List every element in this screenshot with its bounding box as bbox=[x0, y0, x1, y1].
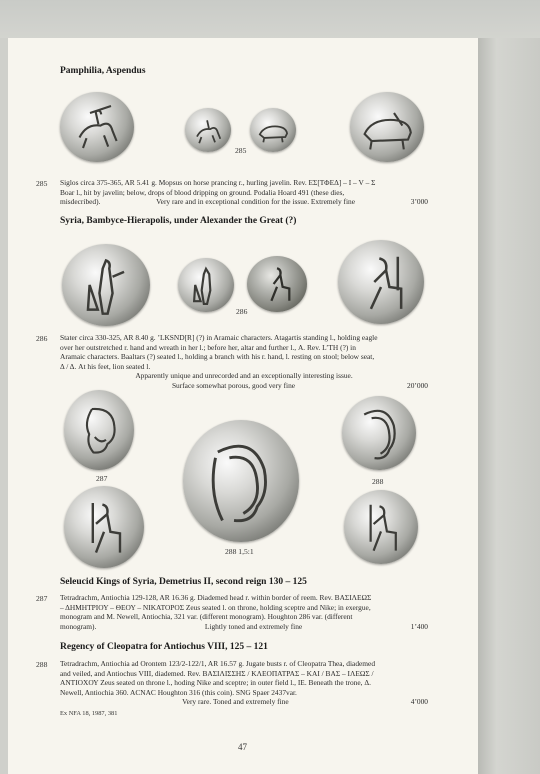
lot-description-285 bbox=[60, 178, 428, 207]
section-heading-bambyce: Syria, Bambyce-Hierapolis, under Alexander the Great (?) bbox=[60, 216, 297, 226]
plate-label-285: 285 bbox=[235, 146, 247, 155]
grade-288: Very rare. Toned and extremely fine bbox=[182, 697, 289, 707]
price-286: 20’000 bbox=[407, 380, 428, 390]
lot-description-286 bbox=[60, 333, 428, 391]
jugate-busts-icon bbox=[342, 396, 416, 470]
coin-286-reverse-enlarged bbox=[338, 240, 424, 324]
coin-286-obverse bbox=[178, 258, 234, 312]
scan-background-right bbox=[478, 38, 540, 774]
description-line: misdecribed). bbox=[60, 197, 101, 207]
plate-label-287: 287 bbox=[96, 474, 108, 483]
seated-figure-icon bbox=[247, 256, 307, 312]
bearded-head-icon bbox=[64, 390, 134, 470]
description-line: ΑΝΤΙΟΧΟΥ Zeus seated on throne l., hoding Nike and sceptre; in outer field l., ΙΕ. Beneath the trone, Δ. bbox=[60, 678, 371, 688]
lot-number-286: 286 bbox=[36, 334, 48, 343]
seated-zeus-icon bbox=[64, 486, 144, 568]
coin-287-obverse bbox=[64, 390, 134, 470]
description-line: Aramaic characters. Baaltars (?) seated l., holding a branch with his r. hand, l. resting on stool; below seat, bbox=[60, 352, 375, 362]
lot-description-288 bbox=[60, 659, 428, 707]
price-287: 1’400 bbox=[410, 621, 428, 631]
coin-285-obverse bbox=[185, 108, 231, 152]
coin-288-reverse bbox=[344, 490, 418, 564]
seated-zeus-icon bbox=[344, 490, 418, 564]
description-line: monogram). bbox=[60, 621, 97, 631]
lot-description-287 bbox=[60, 593, 428, 631]
scan-background-top bbox=[0, 0, 540, 38]
plate-label-288-enlarged: 288 1,5:1 bbox=[225, 547, 254, 556]
lot-number-285: 285 bbox=[36, 179, 48, 188]
coin-286-obverse-enlarged bbox=[62, 244, 150, 326]
coin-287-reverse bbox=[64, 486, 144, 568]
description-line: – ΔΗΜΗΤΡΙΟΥ – ΘΕΟΥ – ΝΙΚΑΤΟΡΟΣ Zeus seated l. on throne, holding sceptre and Nike; in exergue, bbox=[60, 602, 371, 612]
description-line: Siglos circa 375-365, AR 5.41 g. Mopsus on horse prancing r., hurling javelin. Rev. ΕΣ[ΤΦΕΔ] – Ι – V – Σ bbox=[60, 178, 376, 187]
seated-figure-icon bbox=[338, 240, 424, 324]
coin-286-reverse bbox=[247, 256, 307, 312]
coin-288-obverse-enlarged bbox=[183, 420, 299, 542]
description-line: Tetradrachm, Antiochia 129-128, AR 16.36 g. Diademed head r. within border of reem. Rev. ΒΑΣΙΛΕΩΣ bbox=[60, 593, 372, 602]
horseman-icon bbox=[185, 108, 231, 152]
page-number: 47 bbox=[238, 742, 247, 752]
boar-icon bbox=[350, 92, 424, 162]
description-line: monogram and M. Newell, Antiochia, 321 var. (different monogram). Houghton 286 var. (different bbox=[60, 612, 353, 622]
coin-285-reverse-enlarged bbox=[350, 92, 424, 162]
jugate-busts-icon bbox=[183, 420, 299, 542]
section-heading-demetrius: Seleucid Kings of Syria, Demetrius II, second reign 130 – 125 bbox=[60, 577, 307, 587]
description-line: Boar l., hit by javelin; below, drops of blood dripping on ground. Podalia Hoard 491 (these dies, bbox=[60, 187, 345, 197]
section-heading-cleopatra: Regency of Cleopatra for Antiochus VIII, 125 – 121 bbox=[60, 642, 268, 652]
standing-figure-icon bbox=[62, 244, 150, 326]
grade-285: Very rare and in exceptional condition for the issue. Extremely fine bbox=[156, 197, 356, 207]
grade-287: Lightly toned and extremely fine bbox=[204, 621, 303, 631]
standing-figure-icon bbox=[178, 258, 234, 312]
coin-285-reverse bbox=[250, 108, 296, 152]
lot-number-288: 288 bbox=[36, 660, 48, 669]
description-line: Δ / Δ. At his feet, lion seated l. bbox=[60, 361, 151, 371]
plate-label-286: 286 bbox=[236, 307, 248, 316]
price-285: 3’000 bbox=[410, 197, 428, 207]
grade-286: Surface somewhat porous, good very fine bbox=[171, 380, 296, 390]
price-288: 4’000 bbox=[410, 697, 428, 707]
description-line: over her outstretched r. hand and wreath in her l.; before her, altar and further l., Α. Rev. L’TH (?) in bbox=[60, 342, 356, 352]
remark-286: Apparently unique and unrecorded and an exceptionally interesting issue. bbox=[135, 371, 353, 381]
section-heading-pamphilia: Pamphilia, Aspendus bbox=[60, 66, 146, 76]
description-line: Tetradrachm, Antiochia ad Orontem 123/2-122/1, AR 16.57 g. Jugate busts r. of Cleopatra Thea, diademed bbox=[60, 659, 376, 668]
horseman-icon bbox=[60, 92, 134, 162]
provenance-288: Ex NFA 18, 1987, 381 bbox=[60, 710, 118, 717]
lot-number-287: 287 bbox=[36, 594, 48, 603]
coin-288-obverse bbox=[342, 396, 416, 470]
description-line: Newell, Antiochia 360. ACNAC Houghton 316 (this coin). SNG Spaer 2437var. bbox=[60, 687, 297, 697]
plate-label-288: 288 bbox=[372, 477, 384, 486]
description-line: and veiled, and Antiochus VIII, diademed. Rev. ΒΑΣΙΛΙΣΣΗΣ / ΚΛΕΟΠΑΤΡΑΣ – ΚΑΙ / ΒΑΣ – ΙΛΕΩΣ / bbox=[60, 668, 374, 678]
boar-icon bbox=[250, 108, 296, 152]
description-line: Stater circa 330-325, AR 8.40 g. ’LKSND[R] (?) in Aramaic characters. Atagartis standing l., holding eagle bbox=[60, 333, 378, 342]
coin-285-obverse-enlarged bbox=[60, 92, 134, 162]
